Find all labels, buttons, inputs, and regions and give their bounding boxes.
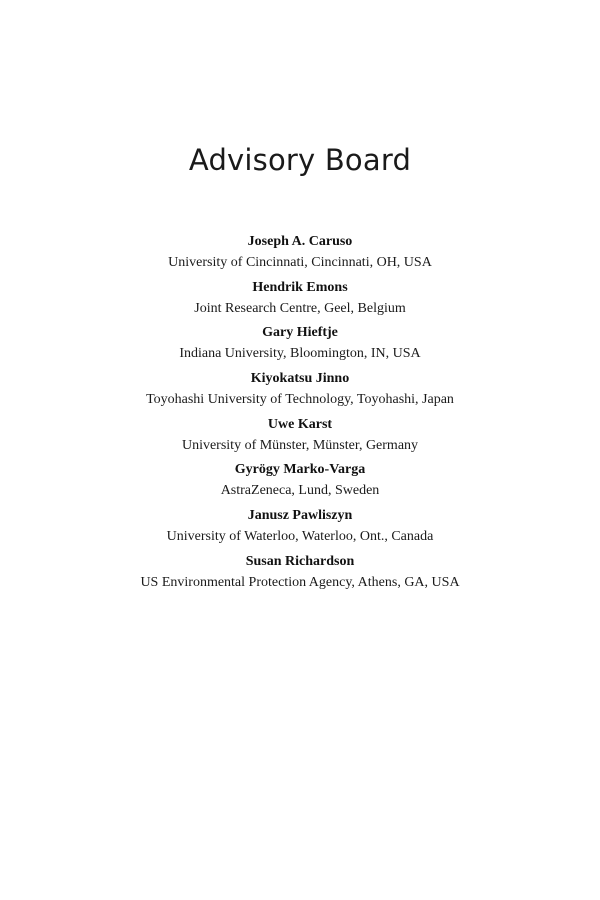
member-name: Joseph A. Caruso — [247, 234, 353, 249]
member-name: Janusz Pawliszyn — [247, 508, 353, 524]
member-affiliation: Joint Research Centre, Geel, Belgium — [194, 300, 406, 316]
member-name: Gyrögy Marko-Varga — [234, 462, 366, 478]
member-affiliation: AstraZeneca, Lund, Sweden — [220, 483, 380, 499]
member-name: Kiyokatsu Jinno — [250, 371, 350, 387]
board-member — [0, 415, 600, 461]
board-member — [0, 460, 600, 506]
board-member — [0, 278, 600, 324]
member-affiliation: Indiana University, Bloomington, IN, USA — [179, 346, 421, 362]
board-member — [0, 369, 600, 415]
page-title: Advisory Board — [188, 143, 412, 177]
board-member — [0, 506, 600, 552]
member-affiliation: University of Cincinnati, Cincinnati, OH, USA — [168, 255, 432, 270]
advisory-board-list — [0, 232, 600, 598]
member-affiliation: University of Münster, Münster, Germany — [181, 437, 419, 453]
member-affiliation: University of Waterloo, Waterloo, Ont., Canada — [166, 529, 434, 545]
board-member — [0, 323, 600, 369]
board-member — [0, 232, 600, 278]
member-name: Gary Hieftje — [262, 325, 338, 341]
member-affiliation: Toyohashi University of Technology, Toyohashi, Japan — [146, 392, 454, 408]
member-name: Susan Richardson — [245, 553, 355, 569]
member-name: Hendrik Emons — [252, 279, 348, 295]
member-affiliation: US Environmental Protection Agency, Athens, GA, USA — [140, 574, 460, 590]
board-member — [0, 552, 600, 598]
member-name: Uwe Karst — [267, 416, 333, 432]
